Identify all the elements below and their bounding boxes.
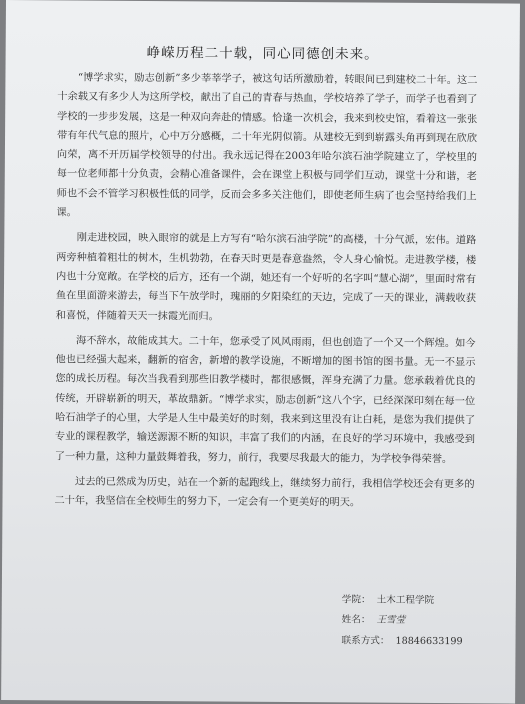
paragraph-2: 刚走进校园，映入眼帘的就是上方写有“哈尔滨石油学院”的高楼，十分气派，宏伟。道路两旁种植着粗壮的树木，生机勃勃，在春天时更是春意盎然，令人身心愉悦。走进教学楼，楼内也十分宽敞。在学校的后方，还有一个湖，她还有一个好听的名字叫“慧心湖”，里面时常有鱼在里面游来游去，每当下午放学时，瑰丽的夕阳染红的天边，完成了一天的课业，满载收获和喜悦，伴随着天天一抹霞光而归。 [55,232,477,323]
contact-value: 18846633199 [395,635,463,648]
paragraph-3: 海不辞水，故能成其大。二十年，您承受了风风雨雨，但也创造了一个又一个辉煌。如今他也已经强大起来，翻新的宿舍，新增的教学设施，不断增加的图书馆的图书量。无一不显示您的成长历程。每次当我看到那些旧教学楼时，都很感慨，浑身充满了力量。您承载着优良的传统，开辟崭新的明天，革故鼎新。“博学求实，励志创新”这八个字，已经深深印刻在每一位哈石油学子的心里，大学是人生中最美好的时刻，我来到这里没有让白耗，是您为我们提供了专业的课程教学，输送源源不断的知识，丰富了我们的内涵，在良好的学习环境中，我感受到了一种力量，这种力量鼓舞着我，努力，前行，我要尽我最大的能力，为学校争得荣誉。 [54,335,476,465]
signature-name [342,611,406,625]
paragraph-4: 过去的已然成为历史，站在一个新的起跑线上，继续努力前行，我相信学校还会有更多的二十年，我坚信在全校师生的努力下，一定会有一个更美好的明天。 [54,476,475,509]
name-label: 姓名： [341,614,371,626]
contact-label: 联系方式： [341,635,390,647]
essay-title: 峥嵘历程二十载，同心同德创未来。 [146,44,379,63]
college-label: 学院： [341,594,371,606]
paper-sheet [1,0,520,704]
paragraph-1: “博学求实，励志创新”多少莘莘学子，被这句话所激励着，转眼间已到建校二十年。这二十余载又有多少人为这所学校，献出了自己的青春与热血，学校培养了学子，而学子也看到了学校的一步步发展，这是一种双向奔赴的情感。恰逢一次机会，我来到校史馆，看着这一张张带有年代气息的照片，心中万分感概，二十年光阴似箭。从建校无到到崭露头角再到现在欣欣向荣，离不开历届学校领导的付出。我永远记得在2003年哈尔滨石油学院建立了，学校里的每一位老师都十分负责，会精心准备课件，会在课堂上积极与同学们互动，课堂十分和谐，老师也不会不管学习积极性低的同学，反而会多多关注他们，即使老师生病了也会坚持给我们上课。 [56,72,478,219]
signature-contact [341,632,462,647]
essay-body [54,68,477,519]
signature-college [342,591,434,606]
college-value: 土木工程学院 [376,594,435,607]
name-value: 王雪莹 [376,614,406,626]
